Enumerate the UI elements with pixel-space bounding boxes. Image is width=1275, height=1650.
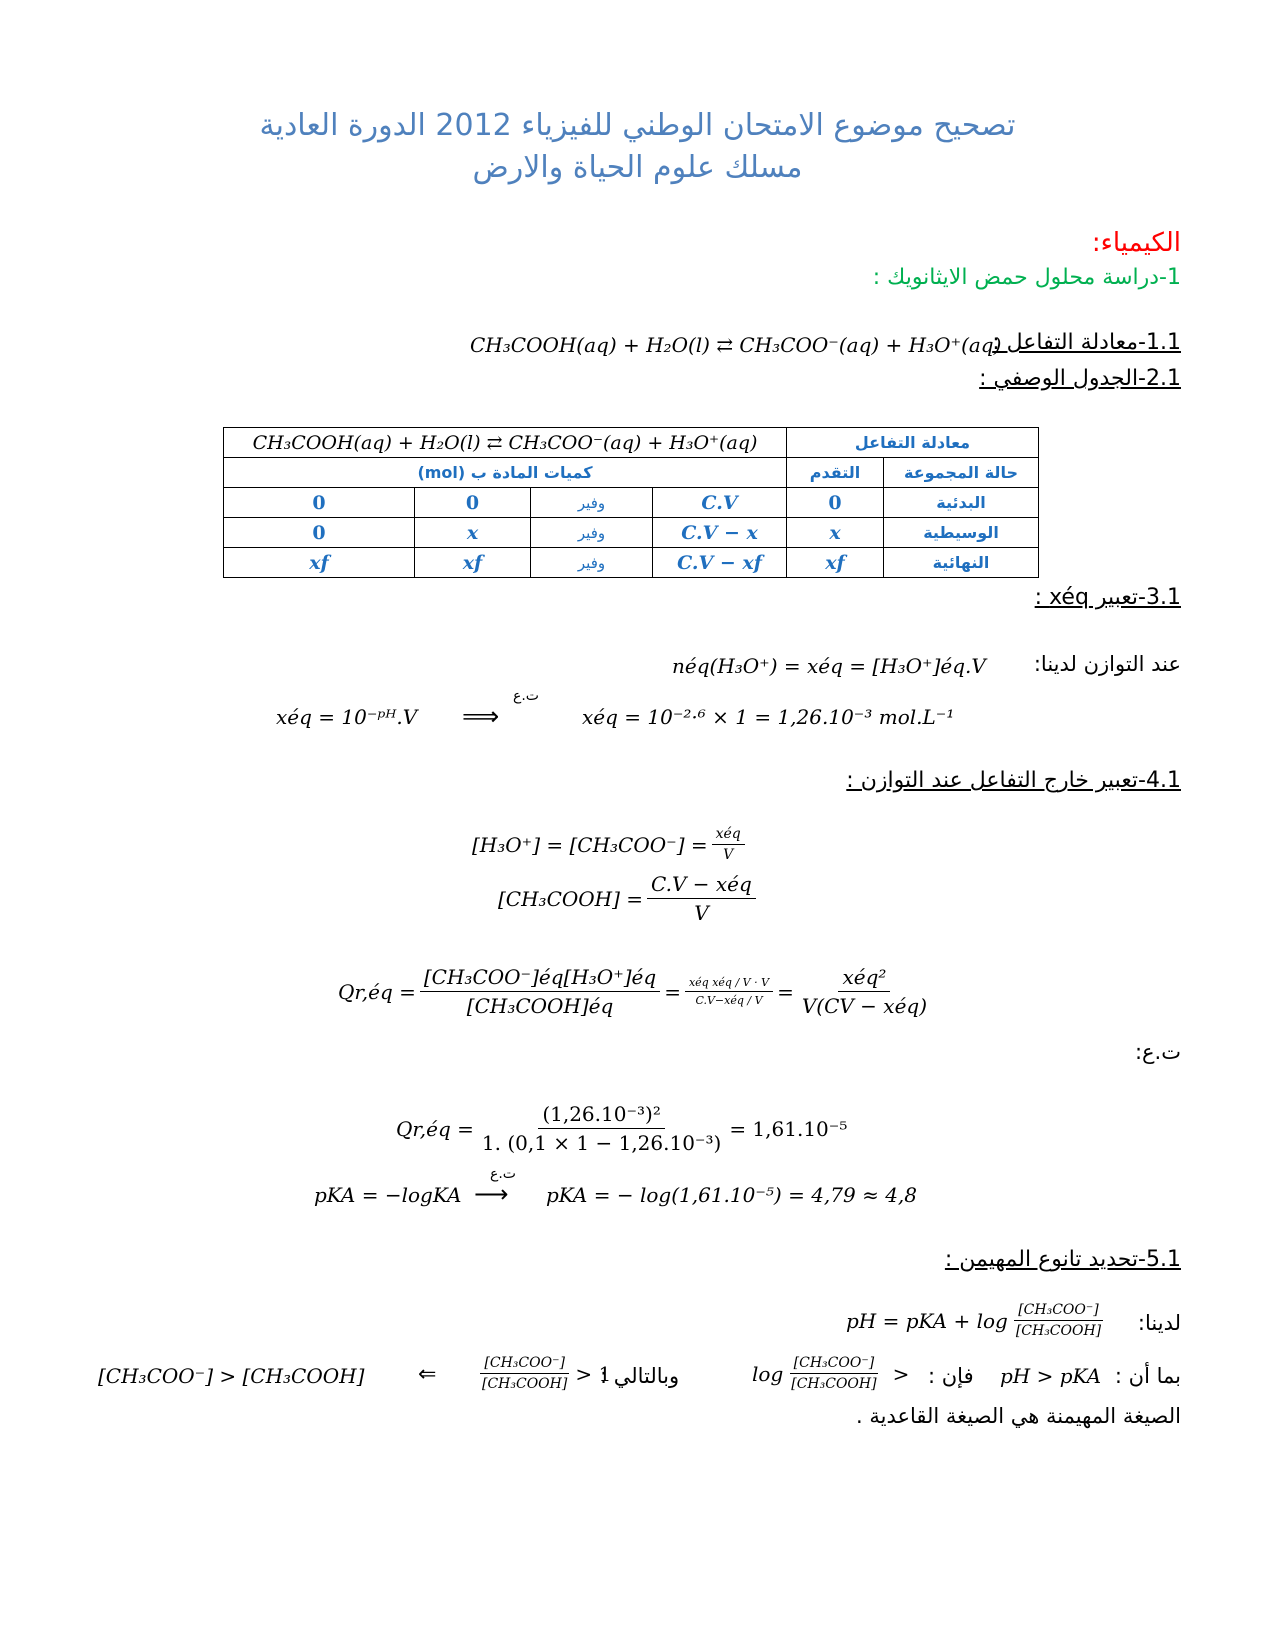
state-cell: البدئية	[884, 488, 1039, 518]
quantity-cell: x	[415, 518, 531, 548]
table-equation: CH₃COOH(aq) + H₂O(l) ⇄ CH₃COO⁻(aq) + H₃O⁺(aq)	[224, 428, 787, 458]
acid-num: C.V − xéq	[647, 872, 756, 899]
table-advance-header: التقدم	[787, 458, 884, 488]
therefore-label: وبالتالي :	[600, 1364, 680, 1388]
quantity-cell: C.V	[653, 488, 787, 518]
final-comparison: [CH₃COO⁻] > [CH₃COOH]	[98, 1364, 365, 1388]
q-frac3-den: V(CV − xéq)	[801, 994, 928, 1018]
gt-zero: >	[892, 1361, 910, 1386]
section-2-1-label: 2.1-الجدول الوصفي :	[979, 366, 1181, 391]
ph-eq-left: pH = pKA + log	[846, 1308, 1008, 1333]
pka-arrow-label: ت.ع	[490, 1166, 516, 1182]
section-5-1-label: 5.1-تحديد تانوع المهيمن :	[944, 1247, 1181, 1272]
quantity-cell: وفير	[531, 488, 653, 518]
arrow-label: ت.ع	[513, 688, 539, 704]
advancement-table	[223, 427, 1039, 578]
given-intro: لدينا:	[1137, 1311, 1181, 1335]
q-frac1-num: [CH₃COO⁻]éq[H₃O⁺]éq	[420, 965, 660, 992]
acid-den: V	[694, 901, 709, 925]
page-title-line2: مسلك علوم الحياة والارض	[472, 150, 803, 185]
table-row	[224, 548, 1039, 578]
numeric-application-label: ت.ع:	[1134, 1040, 1181, 1064]
table-row	[224, 518, 1039, 548]
h3o-num: xéq	[712, 826, 745, 845]
equilibrium-intro: عند التوازن لدينا:	[1033, 652, 1181, 676]
implies-arrow-icon: ⇐	[418, 1362, 437, 1387]
q-frac2-den: C.V−xéq / V	[695, 994, 763, 1007]
pka-formula: pKA = −logKA	[314, 1183, 462, 1207]
log-ratio	[752, 1355, 909, 1392]
quantity-cell: وفير	[531, 518, 653, 548]
quantity-cell: 0	[224, 488, 415, 518]
page-title-line1: تصحيح موضوع الامتحان الوطني للفيزياء 2012 الدورة العادية	[259, 108, 1016, 143]
state-cell: النهائية	[884, 548, 1039, 578]
quantity-cell: 0	[415, 488, 531, 518]
xeq-definition: néq(H₃O⁺) = xéq = [H₃O⁺]éq.V	[672, 654, 986, 678]
pka-numeric: pKA = − log(1,61.10⁻⁵) = 4,79 ≈ 4,8	[546, 1183, 918, 1207]
log-frac-den: [CH₃COOH]	[791, 1376, 877, 1392]
part1-heading: 1-دراسة محلول حمض الايثانويك :	[872, 265, 1181, 290]
quantity-cell: 0	[224, 518, 415, 548]
section-1-1-label: 1.1-معادلة التفاعل :	[992, 330, 1181, 355]
xeq-formula: xéq = 10⁻ᵖᴴ.V	[276, 705, 418, 729]
table-state-header: حالة المجموعة	[884, 458, 1039, 488]
q-frac2-num: xéq xéq / V · V	[685, 976, 773, 992]
q-left: Qr,éq =	[338, 979, 416, 1004]
h3o-den: V	[723, 847, 734, 863]
log-word: log	[752, 1361, 784, 1386]
xeq-numeric: xéq = 10⁻²·⁶ × 1 = 1,26.10⁻³ mol.L⁻¹	[582, 705, 955, 729]
acid-left: [CH₃COOH] =	[498, 886, 644, 911]
right-arrow-icon: ⟶	[474, 1180, 509, 1208]
section-3-1-label: 3.1-تعبير xéq :	[1034, 585, 1181, 610]
acid-concentration-eq	[498, 872, 760, 925]
then-label: فإن :	[928, 1364, 974, 1388]
h3o-left: [H₃O⁺] = [CH₃COO⁻] =	[472, 832, 708, 857]
chemistry-heading: الكيمياء:	[1091, 228, 1181, 258]
table-row	[224, 488, 1039, 518]
quotient-numeric	[396, 1102, 847, 1155]
gt-one: > 1	[575, 1361, 612, 1386]
h3o-concentration-eq	[472, 826, 749, 863]
conclusion-text: الصيغة المهيمنة هي الصيغة القاعدية .	[855, 1404, 1181, 1428]
quantity-cell: xf	[224, 548, 415, 578]
qnum-den: 1. (0,1 × 1 − 1,26.10⁻³)	[481, 1131, 722, 1155]
qnum-num: (1,26.10⁻³)²	[538, 1102, 665, 1129]
table-quantities-header: كميات المادة ب (mol)	[224, 458, 787, 488]
ph-frac-num: [CH₃COO⁻]	[1014, 1302, 1103, 1321]
ratio-den: [CH₃COOH]	[482, 1376, 568, 1392]
quotient-expression: Qr,éq = $\frac{\text{[CH₃COO⁻]éq[H₃O⁺]éq}}{\text{[CH₃COOH]éq}}$ = $\frac{\text{xéq xéq / V · V}}{\text{C.V−xéq / V}}$ = $\frac{\text{xéq²}}{\text{V(CV − xéq)}}$	[338, 965, 935, 1018]
since-label: بما أن :	[1114, 1364, 1181, 1388]
ph-frac-den: [CH₃COOH]	[1015, 1323, 1102, 1339]
section-4-1-label: 4.1-تعبير خارج التفاعل عند التوازن :	[846, 768, 1181, 793]
state-cell: الوسيطية	[884, 518, 1039, 548]
quantity-cell: xf	[415, 548, 531, 578]
q-frac1-den: [CH₃COOH]éq	[466, 994, 614, 1018]
table-eq-label: معادلة التفاعل	[787, 428, 1039, 458]
ratio-num: [CH₃COO⁻]	[480, 1355, 569, 1374]
qnum-left: Qr,éq =	[396, 1116, 474, 1141]
log-frac-num: [CH₃COO⁻]	[790, 1355, 879, 1374]
henderson-equation	[846, 1302, 1109, 1339]
quantity-cell: C.V − xf	[653, 548, 787, 578]
ph-gt-pka: pH > pKA	[1000, 1364, 1102, 1388]
double-arrow-icon: ⟹	[462, 702, 500, 732]
quantity-cell: وفير	[531, 548, 653, 578]
advance-cell: xf	[787, 548, 884, 578]
quantity-cell: C.V − x	[653, 518, 787, 548]
advance-cell: 0	[787, 488, 884, 518]
ratio-gt-one	[474, 1355, 611, 1392]
qnum-result: = 1,61.10⁻⁵	[729, 1116, 848, 1141]
q-frac3-num: xéq²	[838, 965, 890, 992]
reaction-equation: CH₃COOH(aq) + H₂O(l) ⇄ CH₃COO⁻(aq) + H₃O⁺(aq)	[470, 333, 1002, 357]
advance-cell: x	[787, 518, 884, 548]
